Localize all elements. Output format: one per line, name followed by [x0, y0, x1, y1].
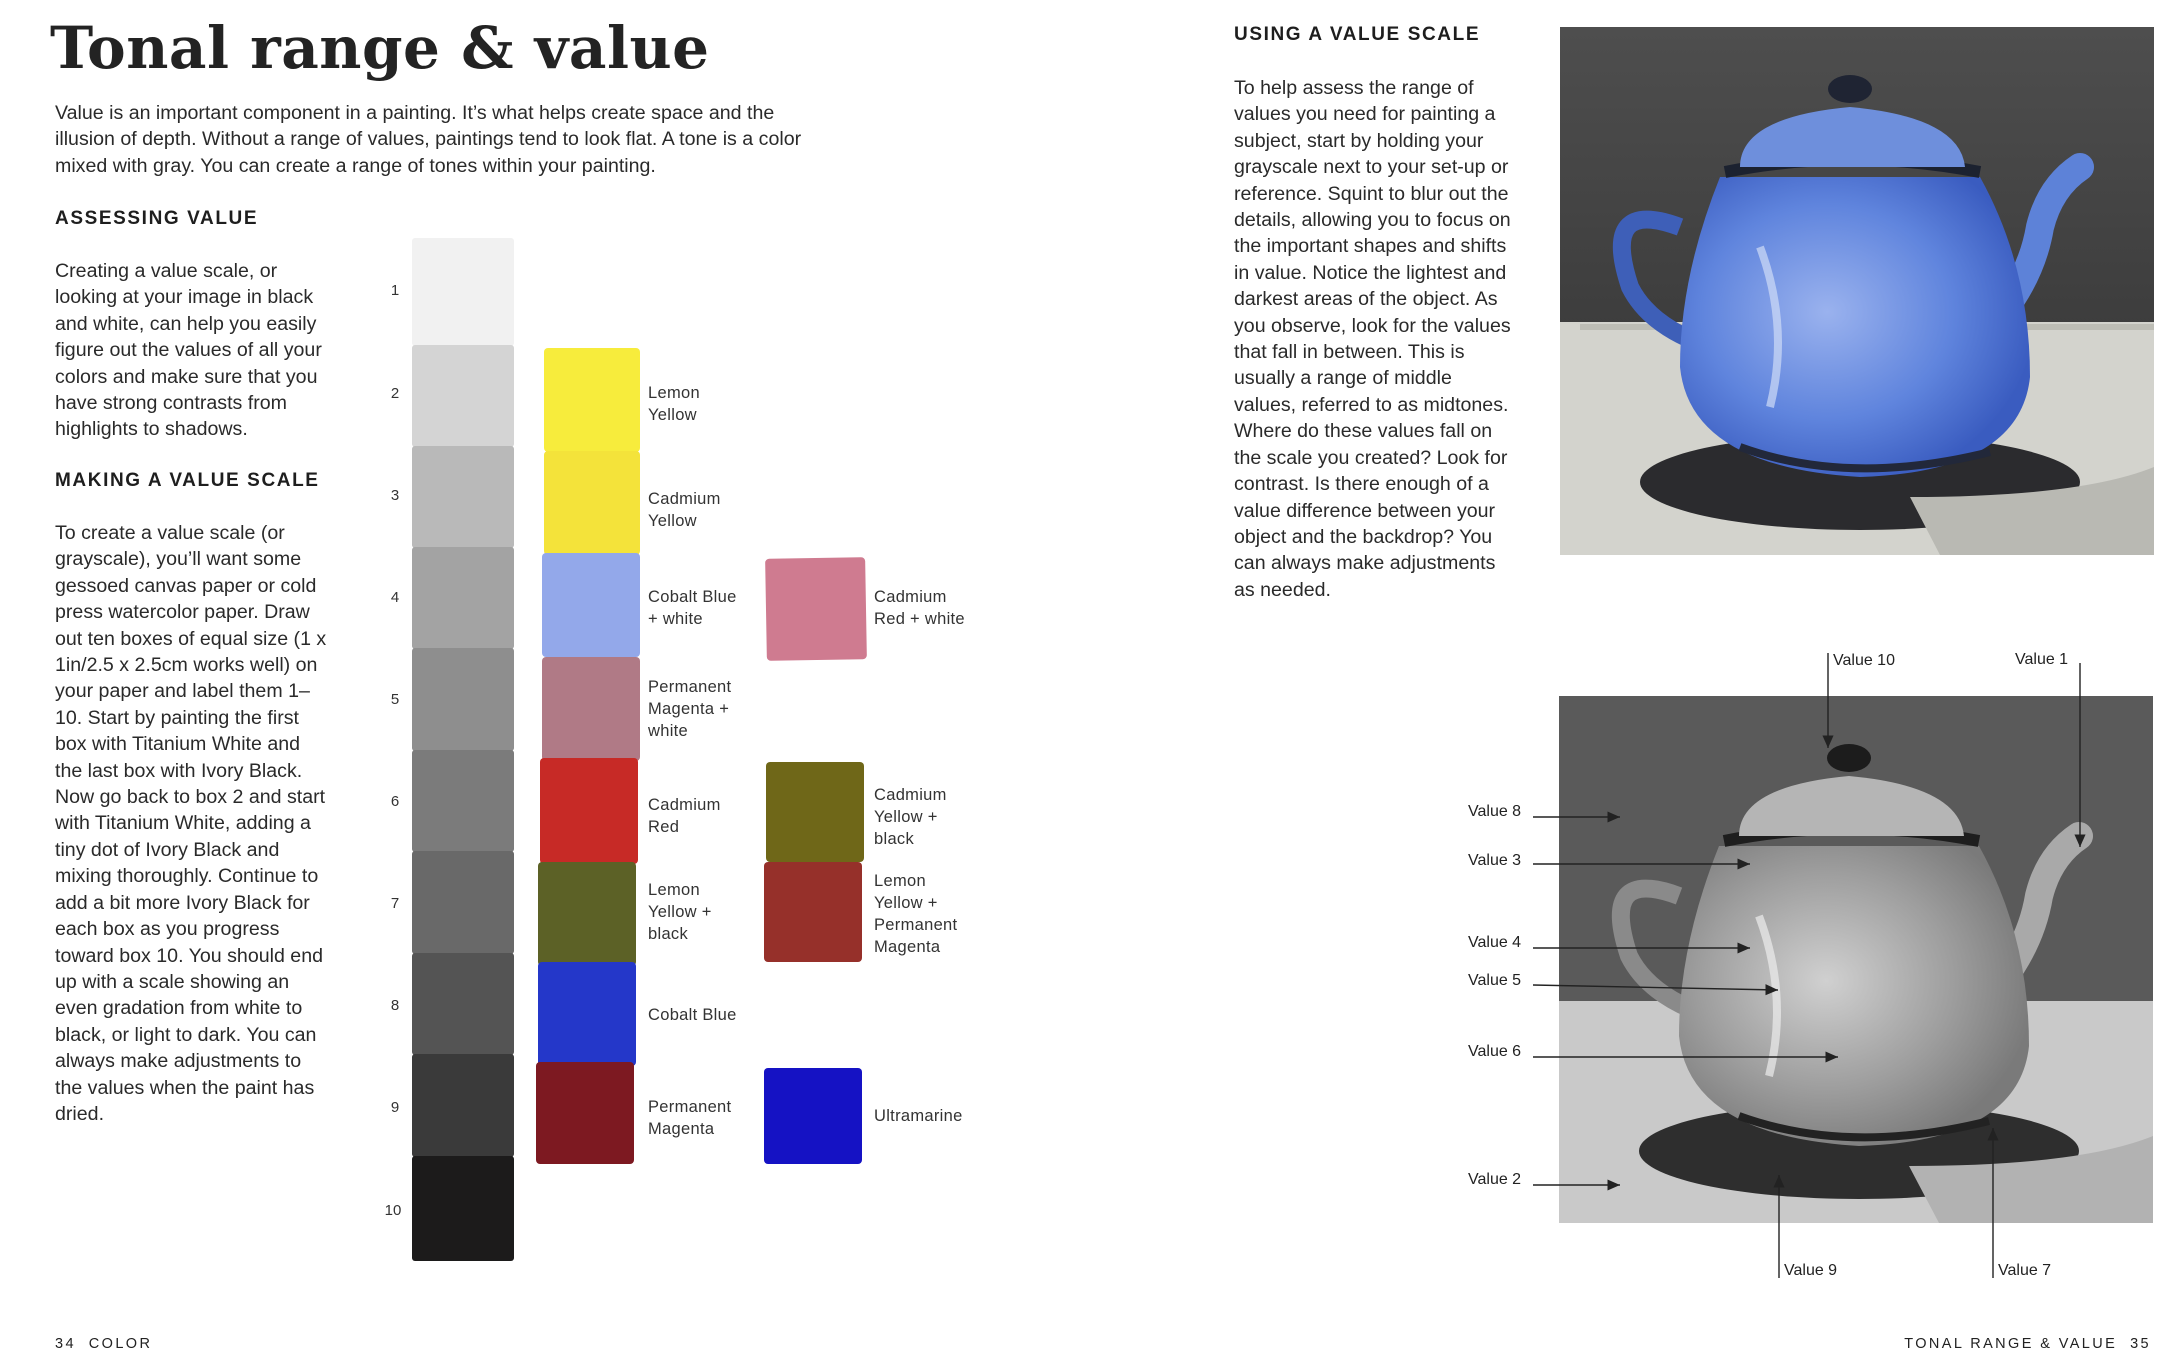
- swatch-label: Lemon Yellow + Permanent Magenta: [874, 872, 958, 956]
- callout-value-4: Value 4: [1468, 934, 1522, 951]
- swatch-label: Cadmium Yellow + black: [874, 786, 947, 848]
- scale-number-3: 3: [390, 487, 400, 504]
- scale-number-5: 5: [390, 691, 400, 708]
- callout-value-2: Value 2: [1468, 1171, 1522, 1188]
- page-number-left: 34: [55, 1336, 76, 1352]
- swatch-label: Cadmium Red + white: [874, 588, 965, 628]
- scale-number-6: 6: [390, 793, 400, 810]
- assessing-value-text: Creating a value scale, or looking at your image in black and white, can help you easily figure out the values of all your colors and make sure that you have strong contrasts from highlights to shadows.: [55, 260, 322, 441]
- page-title: Tonal range & value: [50, 14, 710, 82]
- intro-paragraph: Value is an important component in a painting. It’s what helps create space and the illusion of depth. Without a range of values, paintings tend to look flat. A tone is a color mixed with gray. You can create a range of tones within your painting.: [55, 102, 802, 177]
- scale-number-7: 7: [390, 895, 400, 912]
- swatch-label: Ultramarine: [874, 1107, 963, 1125]
- swatch-label: Cobalt Blue + white: [648, 588, 737, 628]
- scale-number-8: 8: [390, 997, 400, 1014]
- callout-value-10: Value 10: [1833, 652, 1895, 669]
- callout-value-6: Value 6: [1468, 1043, 1522, 1060]
- callout-value-7: Value 7: [1998, 1262, 2052, 1279]
- scale-number-4: 4: [390, 589, 400, 606]
- using-value-scale-text: To help assess the range of values you need for painting a subject, start by holding your grayscale next to your set-up or reference. Squint to blur out the details, allowing you to focus on the important shapes and shifts in value. Notice the lightest and darkest areas of the object. As you observe, look for the values that fall in between. This is usually a range of middle values, referred to as midtones. Where do these values fall on the scale you created? Look for contrast. Is there enough of a value difference between your object and the backdrop? You can always make adjustments as needed.: [1234, 77, 1511, 601]
- swatch-label: Permanent Magenta + white: [648, 678, 732, 740]
- page-number-right: 35: [2130, 1336, 2151, 1352]
- swatch-label: Cobalt Blue: [648, 1006, 737, 1024]
- making-value-scale-heading: MAKING A VALUE SCALE: [55, 470, 320, 491]
- scale-number-9: 9: [390, 1099, 400, 1116]
- using-value-scale-heading: USING A VALUE SCALE: [1234, 24, 1481, 45]
- arrow-value-5: [1533, 985, 1778, 990]
- making-value-scale-text: To create a value scale (or grayscale), you’ll want some gessoed canvas paper or cold press watercolor paper. Draw out ten boxes of equal size (1 x 1in/2.5 x 2.5cm works well) on your paper and label them 1–10. Start by painting the first box with Titanium White and the last box with Ivory Black. Now go back to box 2 and start with Titanium White, adding a tiny dot of Ivory Black and mixing thoroughly. Continue to add a bit more Ivory Black for each box as you progress toward box 10. You should end up with a scale showing an even gradation from white to black, or light to dark. You can always make adjustments to the values when the paint has dried.: [55, 522, 327, 1125]
- callout-value-9: Value 9: [1784, 1262, 1838, 1279]
- callout-value-1: Value 1: [2015, 651, 2069, 668]
- scale-number-2: 2: [390, 385, 400, 402]
- callout-value-3: Value 3: [1468, 852, 1522, 869]
- swatch-label: Cadmium Red: [648, 796, 721, 836]
- swatch-label: Permanent Magenta: [648, 1098, 732, 1138]
- assessing-value-heading: ASSESSING VALUE: [55, 208, 259, 229]
- swatch-label: Lemon Yellow + black: [648, 881, 712, 943]
- swatch-label: Lemon Yellow: [648, 384, 700, 424]
- footer-section-right: TONAL RANGE & VALUE: [1904, 1336, 2118, 1352]
- scale-number-1: 1: [390, 282, 400, 299]
- callout-value-8: Value 8: [1468, 803, 1522, 820]
- footer-section-left: COLOR: [88, 1336, 153, 1352]
- swatch-label: Cadmium Yellow: [648, 490, 721, 530]
- right-footer: [1904, 1336, 2151, 1352]
- scale-number-10: 10: [384, 1202, 402, 1219]
- callout-value-5: Value 5: [1468, 972, 1522, 989]
